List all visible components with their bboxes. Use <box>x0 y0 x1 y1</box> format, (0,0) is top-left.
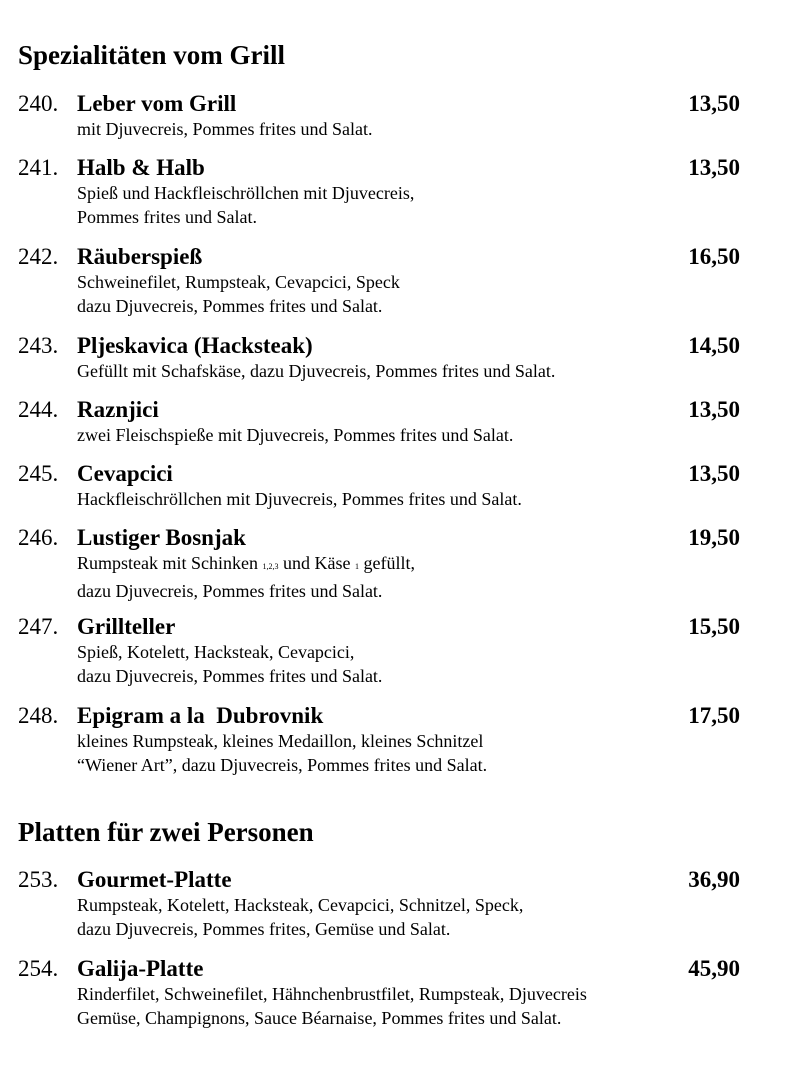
item-name: Pljeskavica (Hacksteak) <box>77 333 313 358</box>
description-line: Rinderfilet, Schweinefilet, Hähnchenbrustfilet, Rumpsteak, Djuvecreis <box>77 984 587 1004</box>
item-description <box>77 982 800 1030</box>
item-price: 13,50 <box>688 461 740 486</box>
item-name: Raznjici <box>77 397 159 422</box>
section-title-platters: Platten für zwei Personen <box>18 817 314 847</box>
description-line: Spieß, Kotelett, Hacksteak, Cevapcici, <box>77 642 355 662</box>
item-price: 17,50 <box>688 703 740 728</box>
menu-item <box>0 154 800 229</box>
item-description <box>77 487 800 511</box>
menu-item <box>0 866 800 941</box>
item-number: 240. <box>18 91 59 116</box>
item-description <box>77 270 800 318</box>
item-number: 246. <box>18 525 59 550</box>
menu-item <box>0 613 800 688</box>
description-line: dazu Djuvecreis, Pommes frites, Gemüse und Salat. <box>77 919 451 939</box>
item-name: Leber vom Grill <box>77 91 237 116</box>
description-line: mit Djuvecreis, Pommes frites und Salat. <box>77 119 373 139</box>
description-line: Schweinefilet, Rumpsteak, Cevapcici, Speck <box>77 272 400 292</box>
item-price: 19,50 <box>688 525 740 550</box>
item-description <box>77 893 800 941</box>
description-line: dazu Djuvecreis, Pommes frites und Salat. <box>77 666 383 686</box>
description-text: Rumpsteak mit Schinken <box>77 553 263 573</box>
menu-item <box>0 955 800 1030</box>
menu-item <box>0 90 800 141</box>
description-line: Spieß und Hackfleischröllchen mit Djuvecreis, <box>77 183 415 203</box>
item-description <box>77 423 800 447</box>
item-price: 15,50 <box>688 614 740 639</box>
description-line: Gefüllt mit Schafskäse, dazu Djuvecreis, Pommes frites und Salat. <box>77 361 556 381</box>
item-name: Grillteller <box>77 614 176 639</box>
item-name: Gourmet-Platte <box>77 867 232 892</box>
description-line: Pommes frites und Salat. <box>77 207 257 227</box>
item-description <box>77 181 800 229</box>
footnote-marker: 1,2,3 <box>262 562 279 571</box>
item-number: 254. <box>18 956 59 981</box>
item-name: Galija-Platte <box>77 956 204 981</box>
description-line: zwei Fleischspieße mit Djuvecreis, Pommes frites und Salat. <box>77 425 514 445</box>
description-line <box>77 551 800 579</box>
item-price: 13,50 <box>688 397 740 422</box>
item-description <box>77 117 800 141</box>
item-number: 243. <box>18 333 59 358</box>
item-number: 253. <box>18 867 59 892</box>
item-description <box>77 640 800 688</box>
item-description <box>77 551 800 603</box>
item-price: 14,50 <box>688 333 740 358</box>
description-line: Rumpsteak, Kotelett, Hacksteak, Cevapcici, Schnitzel, Speck, <box>77 895 524 915</box>
item-number: 247. <box>18 614 59 639</box>
item-price: 13,50 <box>688 91 740 116</box>
menu-item <box>0 396 800 447</box>
item-price: 45,90 <box>688 956 740 981</box>
item-price: 13,50 <box>688 155 740 180</box>
description-line: Gemüse, Champignons, Sauce Béarnaise, Pommes frites und Salat. <box>77 1008 562 1028</box>
description-line: dazu Djuvecreis, Pommes frites und Salat. <box>77 581 383 601</box>
item-name: Lustiger Bosnjak <box>77 525 246 550</box>
menu-item <box>0 460 800 511</box>
menu-item <box>0 332 800 383</box>
item-price: 16,50 <box>688 244 740 269</box>
item-price: 36,90 <box>688 867 740 892</box>
item-name: Cevapcici <box>77 461 173 486</box>
description-line: dazu Djuvecreis, Pommes frites und Salat. <box>77 296 383 316</box>
item-name: Räuberspieß <box>77 244 203 269</box>
item-number: 242. <box>18 244 59 269</box>
item-description <box>77 359 800 383</box>
item-name: Halb & Halb <box>77 155 205 180</box>
description-text: gefüllt, <box>358 553 415 573</box>
item-name: Epigram a la Dubrovnik <box>77 703 324 728</box>
item-number: 244. <box>18 397 59 422</box>
description-line: “Wiener Art”, dazu Djuvecreis, Pommes frites und Salat. <box>77 755 488 775</box>
description-text: und Käse <box>278 553 355 573</box>
description-line: kleines Rumpsteak, kleines Medaillon, kleines Schnitzel <box>77 731 484 751</box>
section-title-grill: Spezialitäten vom Grill <box>18 40 285 70</box>
item-number: 241. <box>18 155 59 180</box>
menu-item <box>0 702 800 777</box>
item-number: 248. <box>18 703 59 728</box>
menu-item <box>0 243 800 318</box>
footnote-marker: 1 <box>354 562 359 571</box>
menu-item <box>0 524 800 603</box>
item-number: 245. <box>18 461 59 486</box>
description-line: Hackfleischröllchen mit Djuvecreis, Pommes frites und Salat. <box>77 489 522 509</box>
item-description <box>77 729 800 777</box>
